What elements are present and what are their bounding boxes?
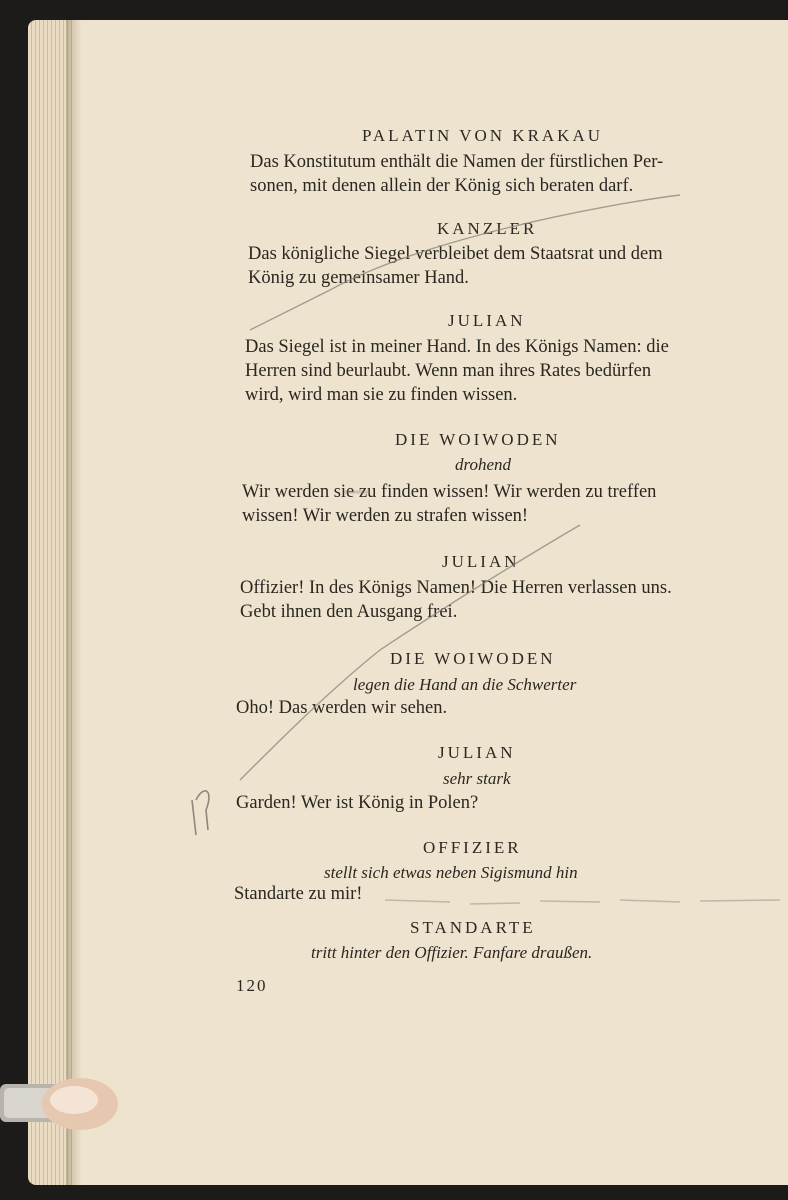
dialogue-line: Herren sind beurlaubt. Wenn man ihres Rates bedürfen — [245, 361, 652, 381]
stage-direction: sehr stark — [443, 769, 511, 788]
speaker-name: OFFIZIER — [423, 838, 522, 857]
speaker-name: JULIAN — [438, 743, 516, 762]
pencil-margin-mark — [192, 791, 209, 835]
pencil-dash-line — [385, 900, 780, 904]
dialogue-line: Das königliche Siegel verbleibet dem Staatsrat und dem — [248, 244, 663, 264]
dialogue-line: Wir werden sie zu finden wissen! Wir werden zu treffen — [242, 482, 657, 502]
speaker-name: JULIAN — [442, 552, 520, 571]
page-number: 120 — [236, 976, 268, 995]
speaker-name: JULIAN — [448, 311, 526, 330]
dialogue-line: Das Konstitutum enthält die Namen der fürstlichen Per- — [250, 152, 664, 172]
dialogue-line: wird, wird man sie zu finden wissen. — [245, 385, 518, 405]
stage-direction: tritt hinter den Offizier. Fanfare draußen. — [311, 943, 593, 962]
dialogue-line: Oho! Das werden wir sehen. — [236, 698, 448, 718]
speaker-name: KANZLER — [437, 219, 538, 238]
stage-direction: drohend — [455, 455, 512, 474]
speaker-name: PALATIN VON KRAKAU — [362, 126, 604, 145]
stage-direction: stellt sich etwas neben Sigismund hin — [324, 863, 578, 882]
dialogue-line: Standarte zu mir! — [234, 884, 363, 904]
dialogue-line: Garden! Wer ist König in Polen? — [236, 793, 479, 813]
speaker-name: DIE WOIWODEN — [390, 649, 556, 668]
dialogue-line: Gebt ihnen den Ausgang frei. — [240, 602, 458, 622]
stage-direction: legen die Hand an die Schwerter — [353, 675, 577, 694]
pencil-strike-line — [250, 195, 680, 330]
dialogue-line: wissen! Wir werden zu strafen wissen! — [242, 506, 529, 526]
page-clip — [0, 1072, 120, 1136]
speaker-name: DIE WOIWODEN — [395, 430, 561, 449]
dialogue-line: Offizier! In des Königs Namen! Die Herren verlassen uns. — [240, 578, 672, 598]
dialogue-line: König zu gemeinsamer Hand. — [248, 268, 469, 288]
pencil-strike-line — [240, 525, 580, 780]
dialogue-line: sonen, mit denen allein der König sich beraten darf. — [250, 176, 634, 196]
speaker-name: STANDARTE — [410, 918, 536, 937]
dialogue-line: Das Siegel ist in meiner Hand. In des Königs Namen: die — [245, 337, 669, 357]
